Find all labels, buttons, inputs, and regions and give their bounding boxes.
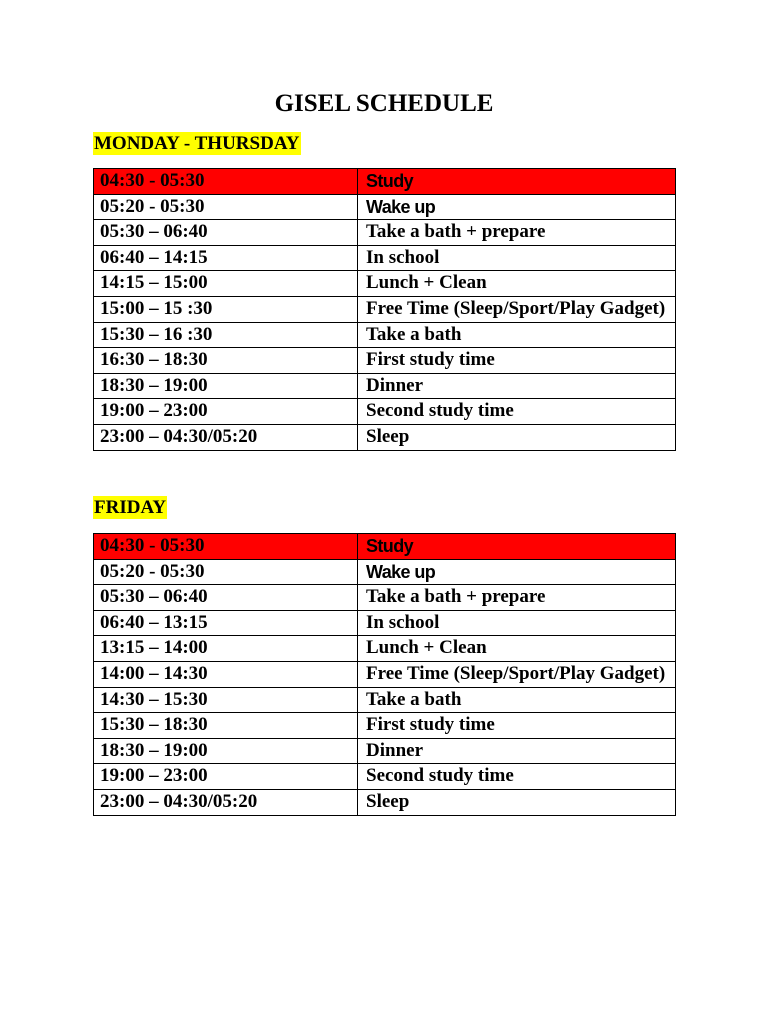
activity-cell: First study time	[358, 713, 676, 739]
schedule-table-monday-thursday	[93, 168, 676, 451]
schedule-row	[94, 424, 676, 450]
schedule-row	[94, 322, 676, 348]
schedule-row	[94, 245, 676, 271]
activity-cell: First study time	[358, 348, 676, 374]
activity-cell: Free Time (Sleep/Sport/Play Gadget)	[358, 296, 676, 322]
time-cell: 15:00 – 15 :30	[94, 296, 358, 322]
time-cell: 23:00 – 04:30/05:20	[94, 789, 358, 815]
time-cell: 13:15 – 14:00	[94, 636, 358, 662]
schedule-row	[94, 610, 676, 636]
time-cell: 18:30 – 19:00	[94, 373, 358, 399]
time-cell: 15:30 – 16 :30	[94, 322, 358, 348]
time-cell: 14:30 – 15:30	[94, 687, 358, 713]
activity-cell: Study	[358, 169, 676, 195]
schedule-row	[94, 296, 676, 322]
activity-cell: Free Time (Sleep/Sport/Play Gadget)	[358, 661, 676, 687]
time-cell: 19:00 – 23:00	[94, 399, 358, 425]
schedule-row	[94, 636, 676, 662]
schedule-row	[94, 169, 676, 195]
activity-cell: Second study time	[358, 764, 676, 790]
page-title: GISEL SCHEDULE	[274, 90, 494, 117]
time-cell: 04:30 - 05:30	[94, 169, 358, 195]
schedule-row	[94, 534, 676, 560]
activity-cell: In school	[358, 610, 676, 636]
activity-cell: Take a bath + prepare	[358, 585, 676, 611]
time-cell: 04:30 - 05:30	[94, 534, 358, 560]
activity-cell: Sleep	[358, 789, 676, 815]
time-cell: 05:30 – 06:40	[94, 585, 358, 611]
activity-cell: Lunch + Clean	[358, 271, 676, 297]
schedule-table-friday	[93, 533, 676, 816]
section-label-friday: FRIDAY	[94, 497, 167, 518]
activity-cell: Lunch + Clean	[358, 636, 676, 662]
schedule-row	[94, 194, 676, 220]
activity-cell: Study	[358, 534, 676, 560]
schedule-row	[94, 348, 676, 374]
schedule-row	[94, 271, 676, 297]
activity-cell: Take a bath + prepare	[358, 220, 676, 246]
schedule-row	[94, 713, 676, 739]
schedule-row	[94, 220, 676, 246]
schedule-row	[94, 687, 676, 713]
activity-cell: In school	[358, 245, 676, 271]
schedule-row	[94, 789, 676, 815]
schedule-row	[94, 585, 676, 611]
time-cell: 16:30 – 18:30	[94, 348, 358, 374]
time-cell: 06:40 – 13:15	[94, 610, 358, 636]
activity-cell: Dinner	[358, 373, 676, 399]
activity-cell: Wake up	[358, 559, 676, 585]
activity-cell: Wake up	[358, 194, 676, 220]
time-cell: 19:00 – 23:00	[94, 764, 358, 790]
schedule-row	[94, 399, 676, 425]
time-cell: 23:00 – 04:30/05:20	[94, 424, 358, 450]
time-cell: 05:20 - 05:30	[94, 194, 358, 220]
schedule-row	[94, 764, 676, 790]
activity-cell: Take a bath	[358, 687, 676, 713]
activity-cell: Sleep	[358, 424, 676, 450]
activity-cell: Take a bath	[358, 322, 676, 348]
schedule-row	[94, 661, 676, 687]
activity-cell: Dinner	[358, 738, 676, 764]
time-cell: 15:30 – 18:30	[94, 713, 358, 739]
time-cell: 05:20 - 05:30	[94, 559, 358, 585]
time-cell: 14:15 – 15:00	[94, 271, 358, 297]
time-cell: 06:40 – 14:15	[94, 245, 358, 271]
time-cell: 14:00 – 14:30	[94, 661, 358, 687]
time-cell: 05:30 – 06:40	[94, 220, 358, 246]
schedule-row	[94, 559, 676, 585]
schedule-row	[94, 738, 676, 764]
schedule-row	[94, 373, 676, 399]
section-label-monday-thursday: MONDAY - THURSDAY	[94, 133, 300, 154]
time-cell: 18:30 – 19:00	[94, 738, 358, 764]
activity-cell: Second study time	[358, 399, 676, 425]
